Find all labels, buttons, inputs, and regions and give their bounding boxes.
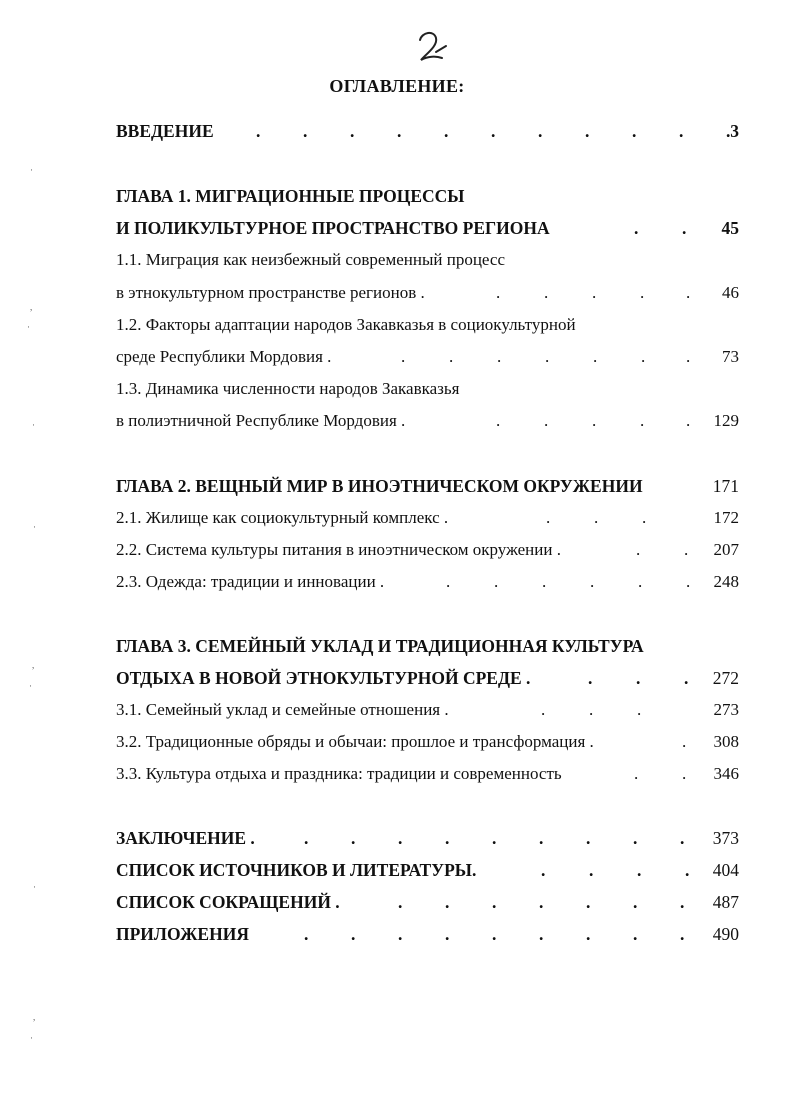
dot-leader: . . . . . .: [446, 572, 691, 591]
toc-entry-text: СПИСОК СОКРАЩЕНИЙ .: [116, 892, 340, 912]
toc-entry-abbreviations[interactable]: [116, 890, 739, 914]
toc-section-3-2[interactable]: [116, 730, 739, 754]
toc-title: ОГЛАВЛЕНИЕ:: [329, 76, 465, 96]
dot-leader: . . .: [546, 508, 647, 527]
scan-speck: ·: [30, 1033, 33, 1043]
toc-entry-text: И ПОЛИКУЛЬТУРНОЕ ПРОСТРАНСТВО РЕГИОНА: [116, 218, 550, 238]
toc-entry-page: 45: [721, 218, 739, 238]
toc-entry-text: 1.2. Факторы адаптации народов Закавказья в социокультурной: [116, 315, 576, 334]
toc-entry-appendices[interactable]: [116, 922, 739, 946]
toc-entry-page: 129: [713, 411, 739, 430]
toc-section-1-2-cont[interactable]: [116, 345, 739, 369]
toc-section-3-1[interactable]: [116, 698, 739, 722]
toc-chapter-1-heading-cont[interactable]: [116, 216, 739, 240]
toc-section-1-2[interactable]: [116, 313, 739, 337]
dot-leader: . . . . . . .: [398, 892, 685, 912]
toc-chapter-3-heading[interactable]: [116, 634, 739, 658]
toc-entry-text: 3.3. Культура отдыха и праздника: традиции и современность: [116, 764, 562, 783]
toc-entry-text: ОТДЫХА В НОВОЙ ЭТНОКУЛЬТУРНОЙ СРЕДЕ .: [116, 668, 531, 688]
toc-entry-text: 1.3. Динамика численности народов Закавказья: [116, 379, 460, 398]
scan-speck: ·: [27, 322, 30, 332]
toc-entry-page: 273: [713, 700, 739, 719]
toc-section-3-3[interactable]: [116, 762, 739, 786]
toc-entry-text: в этнокультурном пространстве регионов .: [116, 283, 425, 302]
scan-speck: ·: [29, 681, 32, 691]
toc-entry-page: 346: [713, 764, 739, 783]
dot-leader: . . . . .: [496, 283, 691, 302]
toc-entry-text: в полиэтничной Республике Мордовия .: [116, 411, 406, 430]
scan-speck: ,: [33, 1012, 36, 1022]
toc-entry-page: 171: [712, 476, 739, 496]
toc-chapter-2-heading[interactable]: [116, 474, 739, 498]
toc-section-1-1[interactable]: [116, 248, 739, 272]
toc-entry-page: 272: [712, 668, 739, 688]
dot-leader: . . . .: [541, 860, 690, 880]
toc-entry-text: 2.3. Одежда: традиции и инновации .: [116, 572, 385, 591]
dot-leader: . . . . . . . . .: [304, 828, 685, 848]
toc-section-1-3[interactable]: [116, 377, 739, 401]
toc-section-1-1-cont[interactable]: [116, 281, 739, 305]
toc-section-1-3-cont[interactable]: [116, 409, 739, 433]
dot-leader: . . . . . . . . .: [304, 924, 685, 944]
dot-leader: . . . . . . . . . . .: [256, 121, 731, 141]
scan-speck: ·: [33, 522, 36, 532]
toc-chapter-3-heading-cont[interactable]: [116, 666, 739, 690]
toc-entry-text: 3.1. Семейный уклад и семейные отношения .: [116, 700, 449, 719]
dot-leader: . . . . .: [496, 411, 691, 430]
scan-speck: ,: [32, 660, 35, 670]
toc-entry-introduction[interactable]: [116, 119, 739, 143]
toc-entry-page: 207: [713, 540, 739, 559]
toc-entry-page: 172: [713, 508, 739, 527]
toc-entry-text: 1.1. Миграция как неизбежный современный процесс: [116, 250, 505, 269]
toc-entry-text: ЗАКЛЮЧЕНИЕ .: [116, 828, 255, 848]
toc-entry-page: 404: [712, 860, 739, 880]
toc-entry-text: 2.2. Система культуры питания в иноэтническом окружении .: [116, 540, 561, 559]
toc-section-2-2[interactable]: [116, 538, 739, 562]
dot-leader: .: [682, 732, 687, 751]
dot-leader: . .: [636, 540, 689, 559]
toc-entry-text: ГЛАВА 2. ВЕЩНЫЙ МИР В ИНОЭТНИЧЕСКОМ ОКРУЖЕНИИ: [116, 476, 643, 496]
toc-entry-bibliography[interactable]: [116, 858, 739, 882]
dot-leader: . . . . . . .: [401, 347, 691, 366]
toc-entry-text: 2.1. Жилище как социокультурный комплекс .: [116, 508, 449, 527]
handwritten-page-number: [412, 26, 452, 66]
toc-chapter-1-heading[interactable]: [116, 184, 739, 208]
scan-speck: ·: [33, 882, 36, 892]
toc-entry-conclusion[interactable]: [116, 826, 739, 850]
toc-entry-text: СПИСОК ИСТОЧНИКОВ И ЛИТЕРАТУРЫ.: [116, 860, 477, 880]
toc-entry-page: 248: [713, 572, 739, 591]
toc-section-2-1[interactable]: [116, 506, 739, 530]
toc-entry-page: 490: [712, 924, 739, 944]
dot-leader: . . .: [541, 700, 642, 719]
toc-entry-page: 46: [722, 283, 739, 302]
toc-entry-text: ГЛАВА 3. СЕМЕЙНЫЙ УКЛАД И ТРАДИЦИОННАЯ КУЛЬТУРА: [116, 636, 644, 656]
scan-speck: ·: [30, 165, 33, 175]
toc-entry-text: среде Республики Мордовия .: [116, 347, 332, 366]
toc-entry-page: 73: [722, 347, 739, 366]
toc-entry-page: 373: [712, 828, 739, 848]
dot-leader: . . .: [588, 668, 689, 688]
toc-entry-text: ГЛАВА 1. МИГРАЦИОННЫЕ ПРОЦЕССЫ: [116, 186, 465, 206]
toc-entry-text: 3.2. Традиционные обряды и обычаи: прошлое и трансформация .: [116, 732, 594, 751]
toc-entry-text: ПРИЛОЖЕНИЯ: [116, 924, 249, 944]
toc-entry-page: 308: [713, 732, 739, 751]
toc-section-2-3[interactable]: [116, 570, 739, 594]
scan-speck: ·: [32, 420, 35, 430]
toc-entry-page: 487: [712, 892, 739, 912]
toc-entry-page: 3: [730, 121, 739, 141]
scan-speck: ,: [30, 302, 33, 312]
dot-leader: . .: [634, 764, 687, 783]
toc-entry-text: ВВЕДЕНИЕ: [116, 121, 214, 141]
dot-leader: . .: [634, 218, 687, 238]
